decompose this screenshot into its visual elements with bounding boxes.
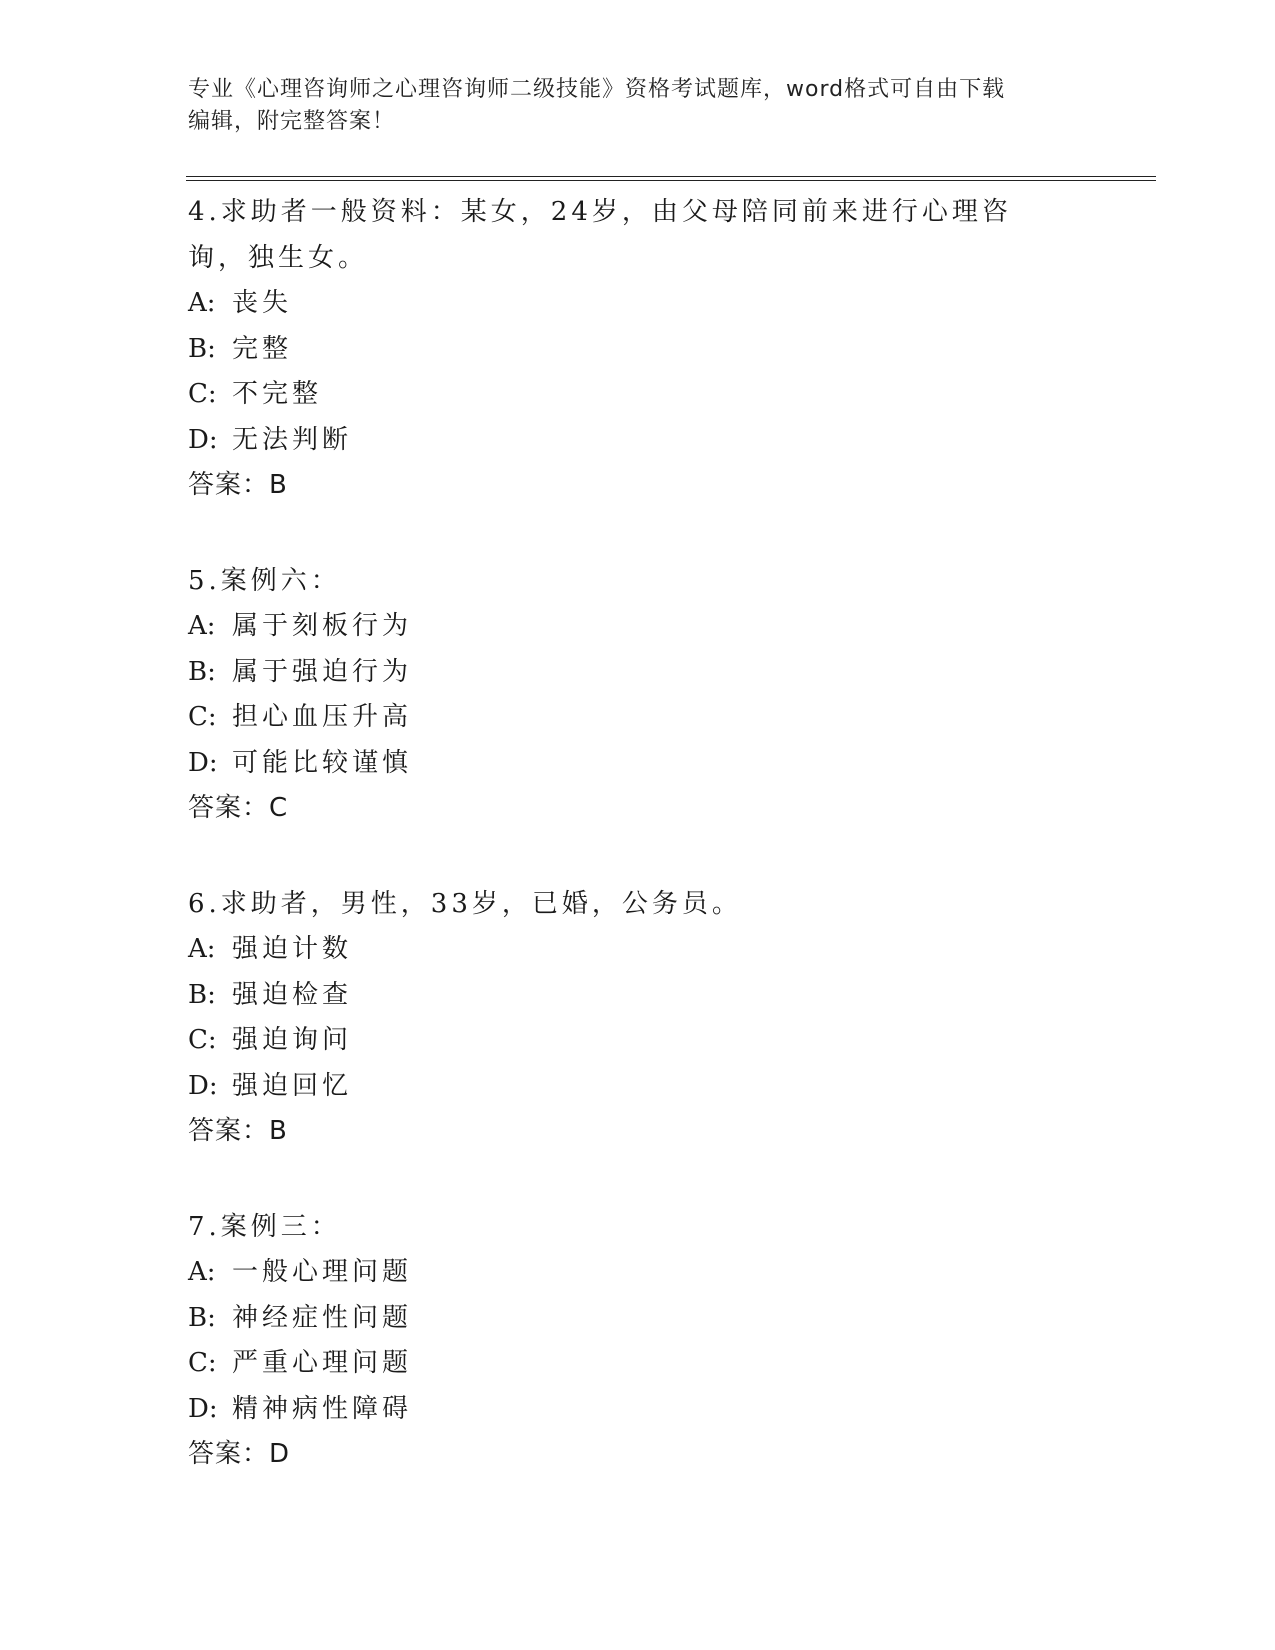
option-d	[188, 1064, 1088, 1110]
option-text: 严重心理问题	[232, 1348, 413, 1378]
option-text: 丧失	[232, 288, 293, 318]
option-a	[188, 1250, 1088, 1296]
option-text: 完整	[232, 333, 293, 364]
option-b	[188, 973, 1088, 1019]
option-letter: D:	[188, 1070, 218, 1101]
question-item	[188, 559, 1088, 832]
question-item	[188, 882, 1088, 1155]
option-d	[188, 1387, 1088, 1433]
option-b	[188, 1296, 1088, 1342]
question-list	[188, 190, 1088, 1528]
option-letter: D:	[188, 424, 218, 455]
option-letter: B:	[188, 656, 216, 687]
question-stem: 4.求助者一般资料：某女，24岁，由父母陪同前来进行心理咨询，独生女。	[188, 197, 1012, 273]
option-letter: A:	[188, 288, 216, 318]
option-text: 神经症性问题	[232, 1302, 413, 1333]
option-letter: C:	[188, 379, 217, 409]
option-text: 可能比较谨慎	[232, 747, 413, 778]
document-header	[188, 74, 1088, 138]
option-text: 强迫计数	[232, 934, 353, 964]
answer-line: 答案：B	[188, 1116, 288, 1146]
option-text: 一般心理问题	[232, 1257, 413, 1287]
header-double-rule	[186, 176, 1156, 181]
option-a	[188, 281, 1088, 327]
header-title-line-1: 专业《心理咨询师之心理咨询师二级技能》资格考试题库，word格式可自由下载	[188, 77, 1006, 102]
option-letter: D:	[188, 1393, 218, 1424]
option-letter: C:	[188, 1025, 217, 1055]
option-b	[188, 327, 1088, 373]
question-item	[188, 190, 1088, 509]
answer-line: 答案：B	[188, 470, 288, 500]
option-a	[188, 604, 1088, 650]
option-c	[188, 372, 1088, 418]
option-text: 不完整	[232, 379, 323, 409]
answer-line: 答案：D	[188, 1439, 291, 1469]
option-letter: A:	[188, 611, 216, 641]
question-stem: 6.求助者，男性，33岁，已婚，公务员。	[188, 888, 742, 919]
option-d	[188, 741, 1088, 787]
question-stem: 7.案例三：	[188, 1211, 341, 1242]
option-text: 精神病性障碍	[232, 1393, 413, 1424]
option-text: 属于强迫行为	[232, 656, 413, 687]
answer-line: 答案：C	[188, 793, 289, 823]
option-text: 无法判断	[232, 424, 353, 455]
option-a	[188, 927, 1088, 973]
option-letter: B:	[188, 979, 216, 1010]
option-d	[188, 418, 1088, 464]
option-c	[188, 695, 1088, 741]
option-b	[188, 650, 1088, 696]
option-letter: B:	[188, 1302, 216, 1333]
question-stem: 5.案例六：	[188, 565, 341, 596]
option-letter: C:	[188, 702, 217, 732]
option-letter: D:	[188, 747, 218, 778]
question-item	[188, 1205, 1088, 1478]
option-letter: A:	[188, 1257, 216, 1287]
option-text: 强迫检查	[232, 979, 353, 1010]
option-letter: A:	[188, 934, 216, 964]
option-text: 强迫询问	[232, 1025, 353, 1055]
option-text: 属于刻板行为	[232, 611, 413, 641]
option-letter: C:	[188, 1348, 217, 1378]
option-letter: B:	[188, 333, 216, 364]
header-title-line-2: 编辑，附完整答案！	[188, 109, 396, 134]
option-text: 担心血压升高	[232, 702, 413, 732]
option-c	[188, 1341, 1088, 1387]
option-c	[188, 1018, 1088, 1064]
option-text: 强迫回忆	[232, 1070, 353, 1101]
